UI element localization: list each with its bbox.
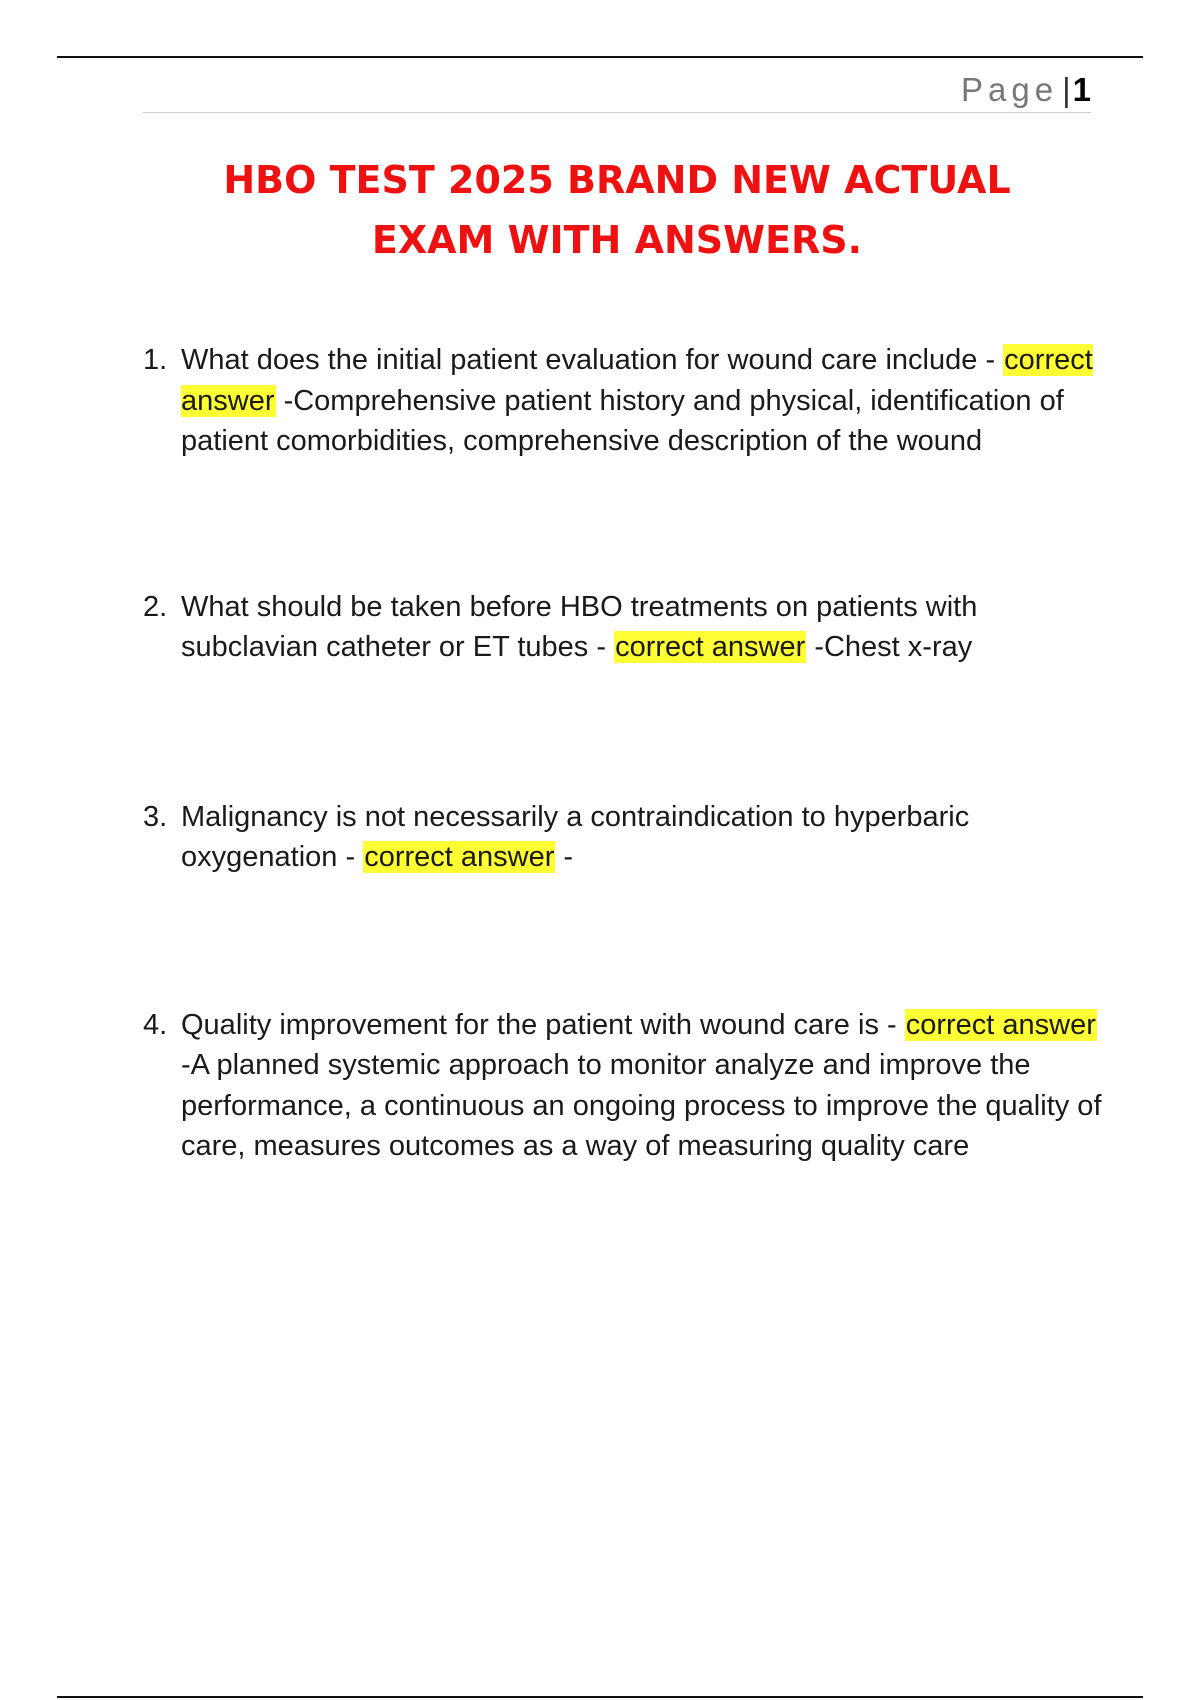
answer-text: -Chest x-ray <box>814 631 973 663</box>
page-separator: | <box>1062 71 1071 108</box>
question-number: 1. <box>143 344 168 376</box>
question-item <box>143 1005 1103 1167</box>
correct-answer-marker: correct answer <box>905 1008 1096 1041</box>
question-item <box>143 340 1103 462</box>
answer-text: - <box>563 841 574 873</box>
question-text: What does the initial patient evaluation for wound care include - <box>181 344 996 376</box>
question-number: 3. <box>143 800 168 833</box>
title-line-1: HBO TEST 2025 BRAND NEW ACTUAL <box>223 158 1011 202</box>
question-text: What should be taken before HBO treatments on patients with subclavian catheter or ET tubes - <box>181 590 978 663</box>
question-text: Malignancy is not necessarily a contraindication to hyperbaric oxygenation - <box>181 800 970 873</box>
correct-answer-marker: correct answer <box>181 344 1093 417</box>
title-line-2: EXAM WITH ANSWERS. <box>371 218 863 262</box>
question-number: 4. <box>143 1008 168 1041</box>
question-list <box>143 340 1103 1167</box>
question-item <box>143 587 1103 668</box>
answer-text: -Comprehensive patient history and physical, identification of patient comorbidities, comprehensive description of the wound <box>181 384 1064 457</box>
correct-answer-marker: correct answer <box>364 841 555 873</box>
answer-text: -A planned systemic approach to monitor analyze and improve the performance, a continuous an ongoing process to improve the quality of care, measures outcomes as a way of measuring quality care <box>181 1049 1102 1162</box>
correct-answer-marker: correct answer <box>615 631 806 663</box>
bottom-rule <box>57 1696 1143 1698</box>
question-item <box>143 797 1103 878</box>
top-rule <box>57 56 1143 58</box>
page-number: 1 <box>1072 71 1091 108</box>
page-header <box>143 68 1091 113</box>
question-number: 2. <box>143 590 168 623</box>
document-title <box>143 150 1091 270</box>
question-text: Quality improvement for the patient with wound care is - <box>181 1008 897 1041</box>
page-label: Page <box>960 71 1059 108</box>
